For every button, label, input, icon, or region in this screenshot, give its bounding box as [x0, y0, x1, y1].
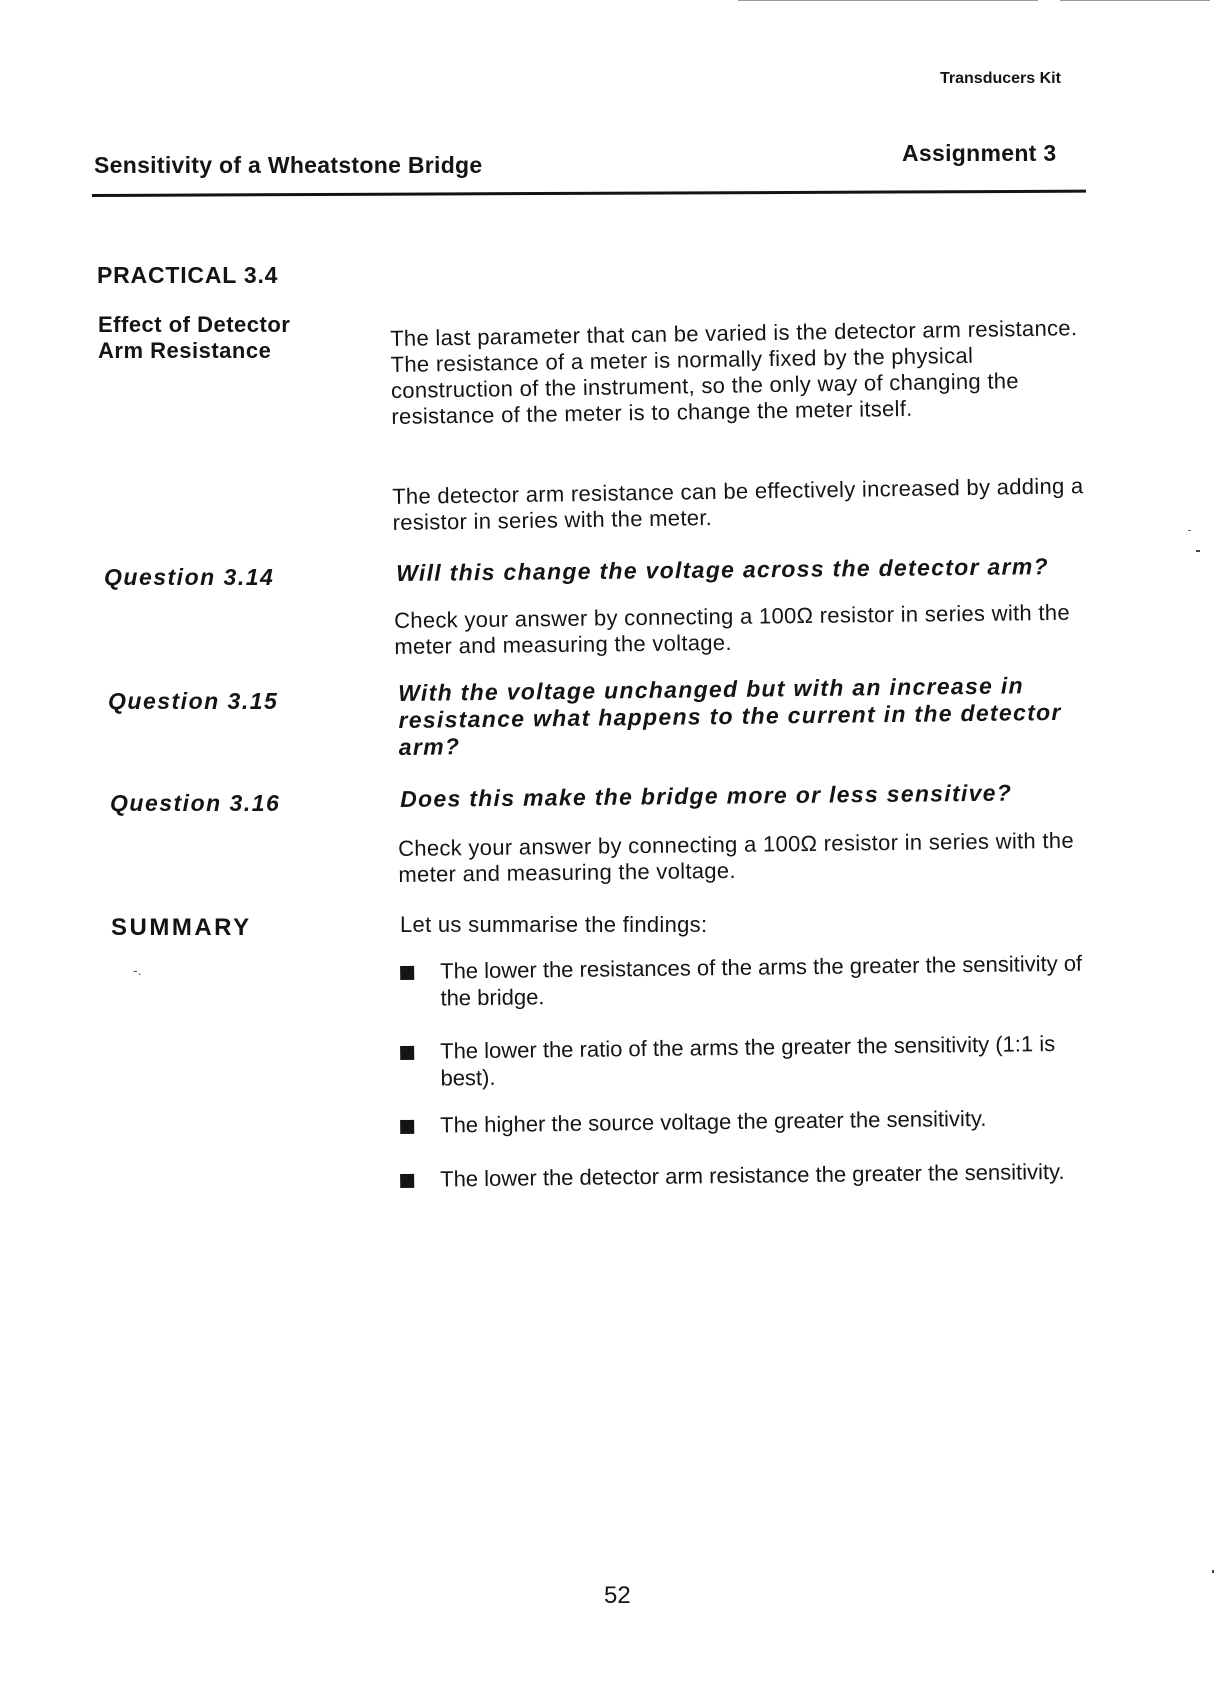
- bullet-text: The higher the source voltage the greater the sensitivity.: [440, 1105, 987, 1138]
- question-label: Question 3.14: [104, 564, 275, 590]
- question-text: Will this change the voltage across the detector arm?: [396, 553, 1050, 586]
- assignment-label: Assignment 3: [902, 140, 1057, 166]
- bullet-text: The lower the resistances of the arms the greater the sensitivity of the bridge.: [440, 950, 1083, 1011]
- summary-bullet: [400, 949, 1101, 1012]
- question-label: Question 3.15: [108, 688, 279, 714]
- bullet-square-icon: [400, 1120, 414, 1134]
- margin-mark: [1212, 1570, 1214, 1573]
- subheading-line: Arm Resistance: [98, 338, 272, 363]
- paragraph: Check your answer by connecting a 100Ω resistor in series with the meter and measuring the voltage.: [398, 827, 1075, 887]
- scan-artifact-line: [738, 0, 1038, 1]
- summary-heading: SUMMARY: [111, 914, 252, 941]
- stray-mark: -.: [133, 962, 142, 978]
- margin-mark: [1188, 530, 1191, 531]
- summary-bullet: [400, 1103, 1100, 1139]
- bullet-square-icon: [400, 966, 414, 980]
- running-title: Sensitivity of a Wheatstone Bridge: [94, 152, 483, 178]
- page-number: 52: [604, 1582, 631, 1609]
- bullet-square-icon: [400, 1174, 414, 1188]
- header-rule: [92, 190, 1086, 197]
- subheading-line: Effect of Detector: [98, 312, 291, 337]
- practical-number: PRACTICAL 3.4: [97, 262, 279, 288]
- paragraph: The detector arm resistance can be effectively increased by adding a resistor in series with the meter.: [392, 473, 1084, 535]
- question-label: Question 3.16: [110, 790, 281, 816]
- question-text: Does this make the bridge more or less sensitive?: [400, 779, 1013, 812]
- practical-subheading: [98, 312, 290, 364]
- summary-bullet: [400, 1029, 1101, 1092]
- scan-artifact-line: [1060, 0, 1210, 1]
- bullet-square-icon: [400, 1046, 414, 1060]
- paragraph: The last parameter that can be varied is the detector arm resistance. The resistance of a meter is normally fixed by the physical construction of the instrument, so the only way of changing the resistance of the meter is to change the meter itself.: [390, 315, 1078, 429]
- summary-intro: Let us summarise the findings:: [400, 912, 708, 937]
- bullet-text: The lower the ratio of the arms the greater the sensitivity (1:1 is best).: [440, 1030, 1056, 1091]
- paragraph: Check your answer by connecting a 100Ω resistor in series with the meter and measuring the voltage.: [394, 599, 1071, 659]
- margin-mark: [1196, 550, 1200, 552]
- summary-bullet: [400, 1157, 1100, 1193]
- question-text: With the voltage unchanged but with an increase in resistance what happens to the current in the detector arm?: [398, 672, 1062, 760]
- bullet-text: The lower the detector arm resistance the greater the sensitivity.: [440, 1158, 1065, 1192]
- kit-label: Transducers Kit: [940, 70, 1061, 87]
